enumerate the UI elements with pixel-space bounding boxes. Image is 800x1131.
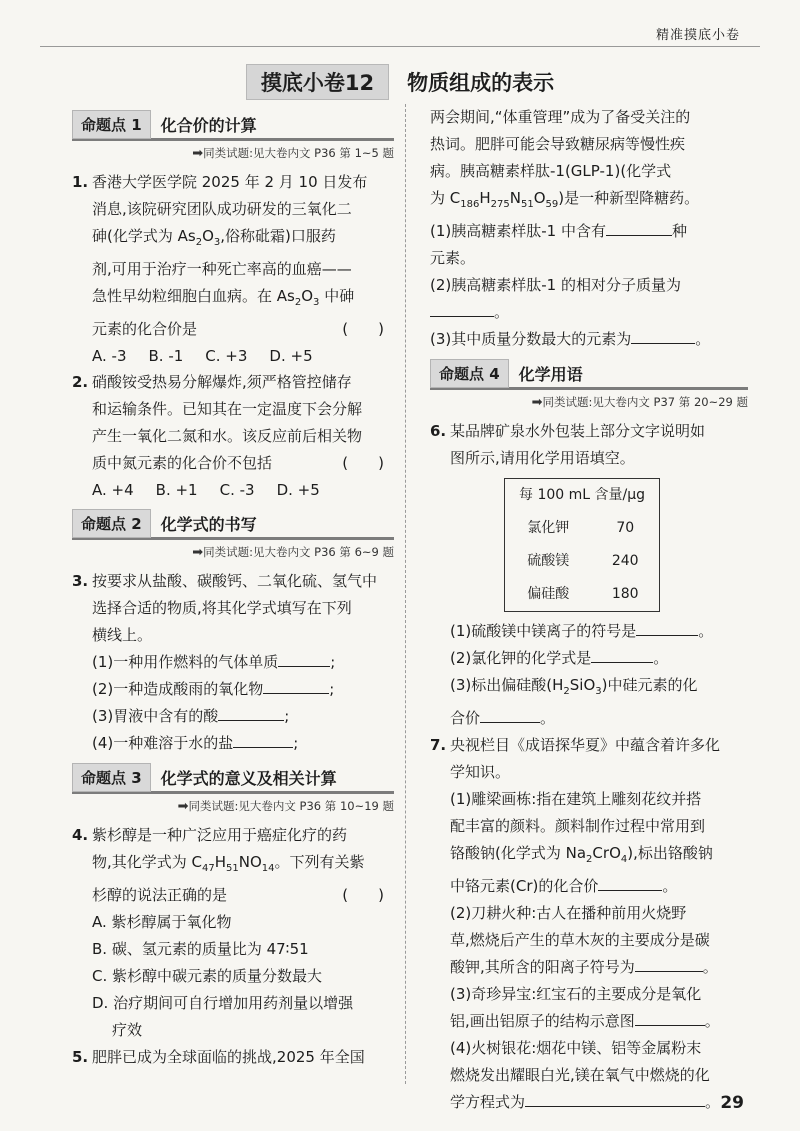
answer-blank[interactable]	[218, 704, 284, 721]
section-name: 化学式的书写	[160, 514, 257, 534]
page-title	[0, 64, 800, 100]
table-row: 氯化钾 70	[527, 520, 635, 536]
section-header-3	[72, 763, 394, 794]
answer-blank[interactable]	[278, 650, 330, 667]
answer-blank[interactable]	[263, 677, 329, 694]
option-a[interactable]: A. 紫杉醇属于氧化物	[92, 913, 232, 931]
answer-bracket[interactable]: ( )	[342, 454, 384, 472]
option-c[interactable]: C. -3	[219, 481, 255, 499]
question-7: 7. 央视栏目《成语探华夏》中蕴含着许多化 学知识。 (1)雕梁画栋:指在建筑上雕刻花纹并搭 配丰富的颜料。颜料制作过程中常用到 铬酸钠(化学式为 $Na_2CrO_4$),标出铬酸钠 中铬元素(Cr)的化合价 。 (2)刀耕火种:古人在播种前用火烧野 草,燃烧后产生的草木灰的主要成分是碳 酸钾,其所含的阳离子符号为 。 (3)奇珍异宝:红宝石的主要成分是氧化 铝,画出铝原子的结构示意图 。 (4)火树银花:烟花中镁、铝等金属粉末 燃烧发出耀眼白光,镁在氧气中燃烧的化 学方程式为 。	[430, 732, 748, 1116]
answer-blank[interactable]	[631, 327, 695, 344]
right-column	[430, 104, 748, 1116]
section-name: 化学用语	[518, 364, 583, 384]
question-3: 3. 按要求从盐酸、碳酸钙、二氧化硫、氢气中 选择合适的物质,将其化学式填写在下列 横线上。 (1)一种用作燃料的气体单质 ; (2)一种造成酸雨的氧化物 ; (3)胃液中含有的酸 ; (4)一种难溶于水的盐 ;	[72, 568, 394, 757]
option-c[interactable]: C. +3	[205, 347, 248, 365]
answer-bracket[interactable]: ( )	[342, 320, 384, 338]
section-name: 化学式的意义及相关计算	[160, 768, 337, 788]
answer-blank[interactable]	[430, 300, 494, 317]
question-number: 7.	[430, 736, 447, 754]
option-d[interactable]: D. +5	[269, 347, 313, 365]
arrow-right-icon: ➡	[192, 146, 204, 161]
option-b[interactable]: B. +1	[155, 481, 198, 499]
option-d[interactable]: D. 治疗期间可自行增加用药剂量以增强	[92, 994, 354, 1012]
section-reference: ➡同类试题:见大卷内文 P36 第 10~19 题	[177, 799, 394, 814]
question-4: 4. 紫杉醇是一种广泛应用于癌症化疗的药 物,其化学式为 $C_{47}H_{51}NO_{14}$。下列有关紫 杉醇的说法正确的是 ( ) A. 紫杉醇属于氧化物 B. 碳、氢元素的质量比为 47∶51 C. 紫杉醇中碳元素的质量分数最大 D. 治疗期间可自行增加用药剂量以增强 疗效	[72, 822, 394, 1044]
answer-blank[interactable]	[480, 706, 540, 723]
answer-blank[interactable]	[606, 219, 672, 236]
question-number: 2.	[72, 373, 89, 391]
arrow-right-icon: ➡	[177, 799, 189, 814]
question-5-continued: 两会期间,“体重管理”成为了备受关注的 热词。肥胖可能会导致糖尿病等慢性疾 病。胰高糖素样肽-1(GLP-1)(化学式 为 $C_{186}H_{275}N_{51}O_{59}$)是一种新型降糖药。 (1)胰高糖素样肽-1 中含有 种 元素。 (2)胰高糖素样肽-1 的相对分子质量为 。 (3)其中质量分数最大的元素为 。	[430, 108, 711, 348]
nutrition-table	[504, 478, 660, 612]
answer-blank[interactable]	[636, 619, 698, 636]
section-reference: ➡同类试题:见大卷内文 P37 第 20~29 题	[531, 395, 748, 410]
table-row: 偏硅酸 180	[527, 586, 639, 602]
section-reference: ➡同类试题:见大卷内文 P36 第 1~5 题	[192, 146, 394, 161]
table-row: 硫酸镁 240	[527, 553, 639, 569]
title-text: 物质组成的表示	[407, 71, 555, 95]
question-2: 2. 硝酸铵受热易分解爆炸,须严格管控储存 和运输条件。已知其在一定温度下会分解 产生一氧化二氮和水。该反应前后相关物 质中氮元素的化合价不包括 ( )	[72, 369, 394, 477]
question-1: 1. 香港大学医学院 2025 年 2 月 10 日发布 消息,该院研究团队成功研发的三氧化二 砷(化学式为 $As_2O_3$,俗称砒霜)口服药 剂,可用于治疗一种死亡率高的血癌—— 急性早幼粒细胞白血病。在 $As_2O_3$ 中砷 元素的化合价是 ( )	[72, 169, 394, 343]
header-series-label: 精准摸底小卷	[655, 28, 740, 43]
option-b[interactable]: B. 碳、氢元素的质量比为 47∶51	[92, 940, 309, 958]
column-divider	[405, 104, 406, 1084]
answer-blank[interactable]	[635, 955, 703, 972]
option-d[interactable]: D. +5	[276, 481, 320, 499]
answer-bracket[interactable]: ( )	[342, 886, 384, 904]
arrow-right-icon: ➡	[531, 395, 543, 410]
question-number: 6.	[430, 422, 447, 440]
answer-blank[interactable]	[233, 731, 293, 748]
section-header-2	[72, 509, 394, 540]
section-tag: 命题点 4	[430, 359, 509, 388]
arrow-right-icon: ➡	[192, 545, 204, 560]
question-number: 3.	[72, 572, 89, 590]
section-tag: 命题点 3	[72, 763, 151, 792]
section-tag: 命题点 1	[72, 110, 151, 139]
section-reference: ➡同类试题:见大卷内文 P36 第 6~9 题	[192, 545, 394, 560]
left-column	[72, 104, 394, 1071]
option-b[interactable]: B. -1	[148, 347, 184, 365]
section-name: 化合价的计算	[160, 115, 257, 135]
answer-blank[interactable]	[591, 646, 653, 663]
table-header: 每 100 mL 含量/μg	[519, 487, 646, 503]
option-a[interactable]: A. +4	[92, 481, 134, 499]
title-badge: 摸底小卷12	[246, 64, 389, 100]
question-number: 5.	[72, 1048, 89, 1066]
section-tag: 命题点 2	[72, 509, 151, 538]
question-6: 6. 某品牌矿泉水外包装上部分文字说明如 图所示,请用化学用语填空。 每 100 mL 含量/μg 氯化钾 70 硫酸镁 240 偏硅酸 180 (1)硫酸镁中镁离子的符号是 。 (2)氯化钾的化学式是 。 (3)标出偏硅酸$(H_2SiO_3)$中硅元素的化 合价 。	[430, 418, 748, 732]
answer-blank[interactable]	[598, 874, 662, 891]
question-5-start: 5. 肥胖已成为全球面临的挑战,2025 年全国	[72, 1044, 394, 1071]
option-c[interactable]: C. 紫杉醇中碳元素的质量分数最大	[92, 967, 323, 985]
question-number: 4.	[72, 826, 89, 844]
page-number: 29	[720, 1093, 744, 1113]
answer-blank[interactable]	[635, 1009, 705, 1026]
question-2-options	[72, 477, 394, 503]
section-header-4	[430, 359, 748, 390]
question-number: 1.	[72, 173, 89, 191]
answer-blank[interactable]	[525, 1090, 705, 1107]
option-a[interactable]: A. -3	[92, 347, 127, 365]
section-header-1	[72, 110, 394, 141]
question-1-options	[72, 343, 394, 369]
header-rule	[40, 46, 760, 47]
